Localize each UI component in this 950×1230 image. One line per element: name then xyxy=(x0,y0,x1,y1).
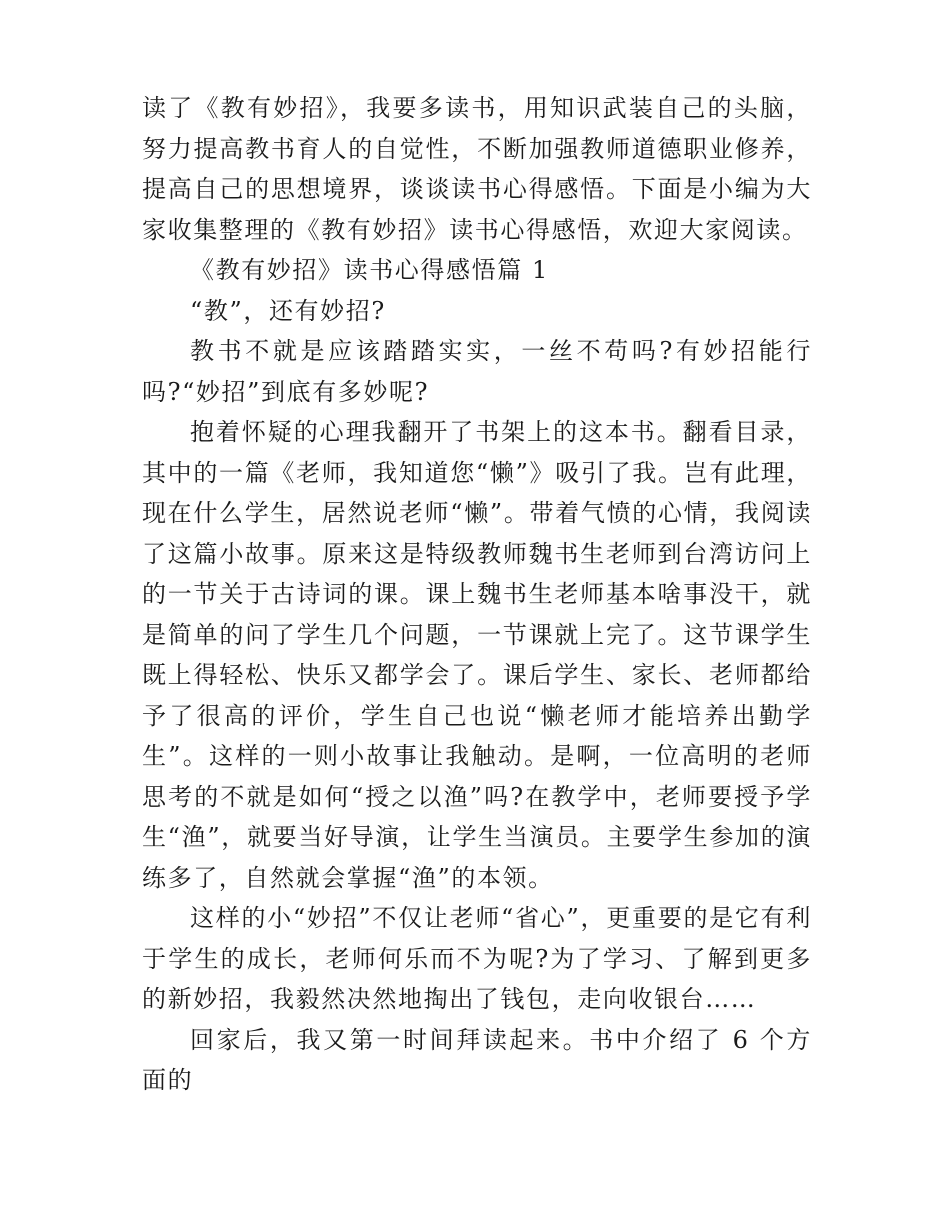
body-paragraph-3: 这样的小“妙招”不仅让老师“省心”，更重要的是它有利于学生的成长，老师何乐而不为呢?为了学习、了解到更多的新妙招，我毅然决然地掏出了钱包，走向收银台…… xyxy=(142,904,812,1013)
section-subtitle: “教”，还有妙招? xyxy=(190,296,386,325)
section-title: 《教有妙招》读书心得感悟篇 1 xyxy=(190,256,549,284)
body-paragraph-4: 回家后，我又第一时间拜读起来。书中介绍了 6 个方面的 xyxy=(142,1025,812,1094)
body-paragraph-2: 抱着怀疑的心理我翻开了书架上的这本书。翻看目录，其中的一篇《老师，我知道您“懒”》吸引了我。岂有此理，现在什么学生，居然说老师“懒”。带着气愤的心情，我阅读了这篇小故事。原来这是特级教师魏书生老师到台湾访问上的一节关于古诗词的课。课上魏书生老师基本啥事没干，就是简单的问了学生几个问题，一节课就上完了。这节课学生既上得轻松、快乐又都学会了。课后学生、家长、老师都给予了很高的评价，学生自己也说“懒老师才能培养出勤学生”。这样的一则小故事让我触动。是啊，一位高明的老师思考的不就是如何“授之以渔”吗?在教学中，老师要授予学生“渔”，就要当好导演，让学生当演员。主要学生参加的演练多了，自然就会掌握“渔”的本领。 xyxy=(142,418,812,892)
intro-paragraph: 读了《教有妙招》，我要多读书，用知识武装自己的头脑，努力提高教书育人的自觉性，不断加强教师道德职业修养，提高自己的思想境界，谈谈读书心得感悟。下面是小编为大家收集整理的《教有妙招》读书心得感悟，欢迎大家阅读。 xyxy=(142,94,812,244)
body-paragraph-1: 教书不就是应该踏踏实实，一丝不苟吗?有妙招能行吗?“妙招”到底有多妙呢? xyxy=(142,337,812,406)
document-page xyxy=(142,88,812,1101)
